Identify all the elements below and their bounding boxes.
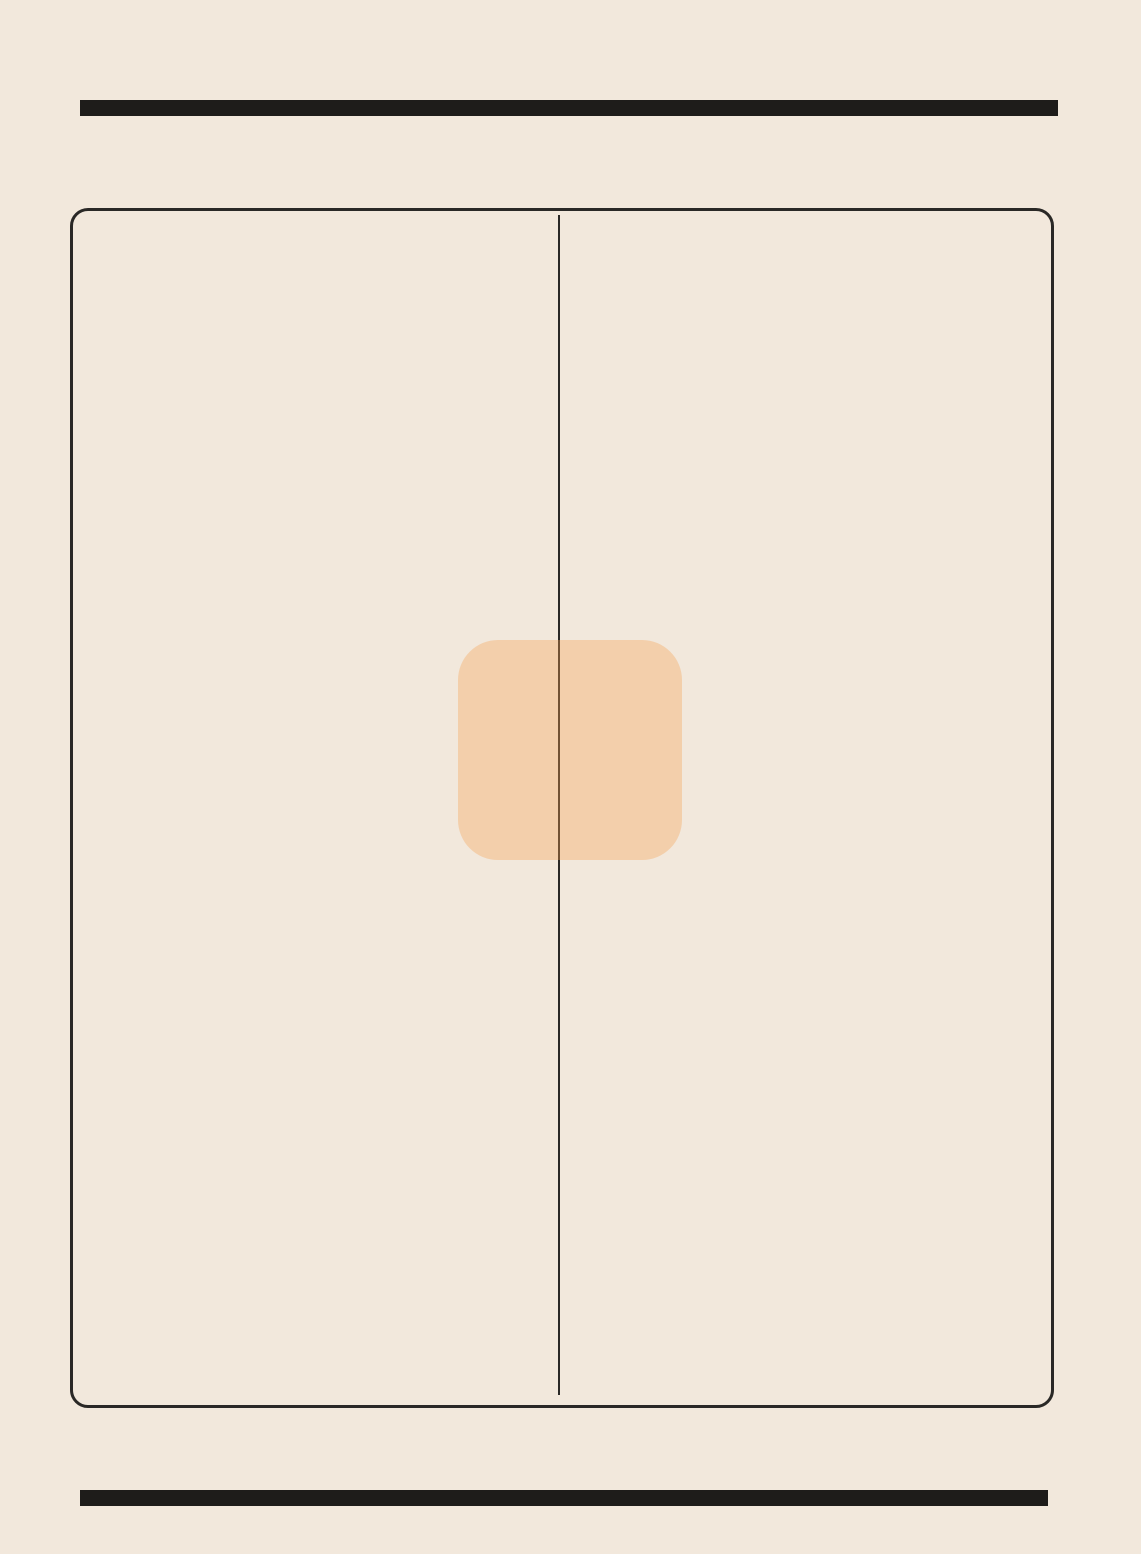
watermark-logo <box>458 640 682 860</box>
top-rule <box>80 100 1058 116</box>
bottom-decorative-border <box>80 1433 1058 1479</box>
top-decorative-border <box>80 132 1058 178</box>
bottom-rule <box>80 1490 1048 1506</box>
